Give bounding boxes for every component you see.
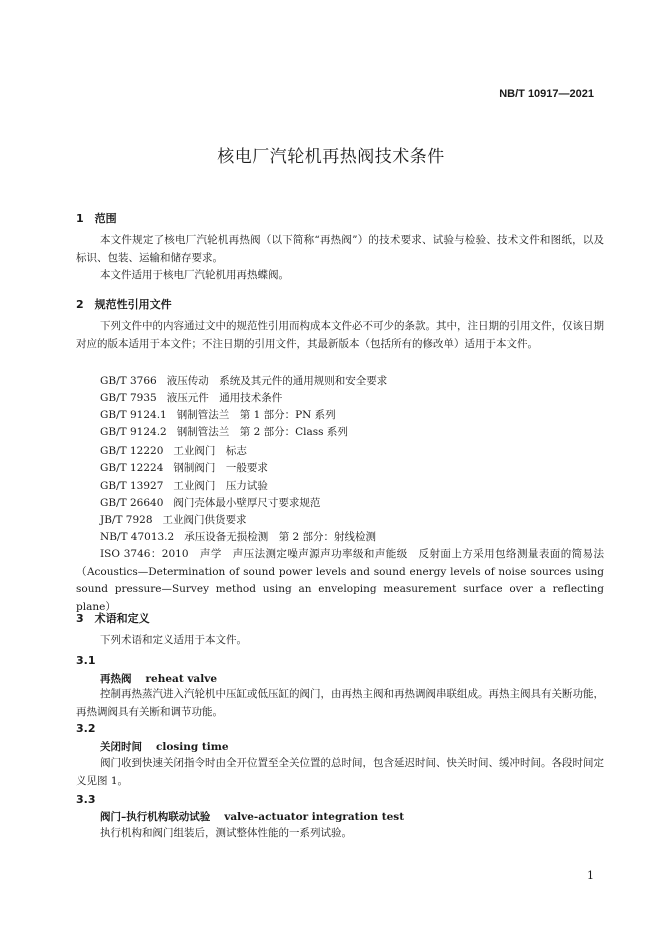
- reference-item: [100, 424, 348, 439]
- section-3-heading: 3 术语和定义: [76, 612, 150, 625]
- reference-title: 液压传动 系统及其元件的通用规则和安全要求: [166, 375, 388, 387]
- reference-code: GB/T 12224: [100, 462, 164, 474]
- reference-code: GB/T 26640: [100, 497, 164, 509]
- reference-title: 钢制管法兰 第 1 部分：PN 系列: [176, 409, 336, 421]
- reference-item: [100, 478, 268, 493]
- term-definition: 阀门收到快速关闭指令时由全开位置至全关位置的总时间，包含延迟时间、快关时间、缓冲时间。各段时间定义见图 1。: [76, 757, 604, 787]
- reference-code: NB/T 47013.2: [100, 531, 175, 543]
- document-title: 核电厂汽轮机再热阀技术条件: [217, 147, 445, 167]
- reference-item: [100, 529, 376, 544]
- term-heading: [100, 739, 229, 754]
- reference-title: 液压元件 通用技术条件: [166, 392, 283, 404]
- reference-code: JB/T 7928: [100, 514, 153, 526]
- reference-code: GB/T 12220: [100, 445, 164, 457]
- reference-title: 阀门壳体最小壁厚尺寸要求规范: [173, 497, 321, 509]
- term-number: 3.1: [76, 654, 96, 667]
- reference-code: GB/T 3766: [100, 375, 157, 387]
- term-en: reheat valve: [145, 673, 218, 685]
- reference-title: 工业阀门供货要求: [162, 514, 247, 526]
- term-number: 3.3: [76, 793, 96, 806]
- term-en: closing time: [156, 741, 229, 753]
- reference-item: [100, 443, 247, 458]
- iso-reference: ISO 3746：2010 声学 声压法测定噪声源声功率级和声能级 反射面上方采用包络测量表面的简易法（Acoustics—Determination of sound power levels and sound energy levels of noise sources using sound pressure—Survey method using an enveloping measurement surface over a reflecting plane）: [76, 548, 604, 613]
- term-zh: 阀门–执行机构联动试验: [100, 811, 211, 823]
- reference-code: GB/T 9124.2: [100, 426, 167, 438]
- section-2-intro: 下列文件中的内容通过文中的规范性引用而构成本文件必不可少的条款。其中，注日期的引用文件，仅该日期对应的版本适用于本文件；不注日期的引用文件，其最新版本（包括所有的修改单）适用于本文件。: [76, 320, 604, 350]
- reference-code: GB/T 7935: [100, 392, 157, 404]
- term-heading: [100, 809, 404, 824]
- term-zh: 关闭时间: [100, 741, 142, 753]
- page-number: 1: [587, 869, 594, 882]
- section-3-intro: 下列术语和定义适用于本文件。: [100, 634, 247, 646]
- term-en: valve-actuator integration test: [224, 811, 405, 823]
- section-1-paragraph-2: 本文件适用于核电厂汽轮机用再热蝶阀。: [100, 269, 289, 281]
- term-definition: 控制再热蒸汽进入汽轮机中压缸或低压缸的阀门，由再热主阀和再热调阀串联组成。再热主阀具有关断功能，再热调阀具有关断和调节功能。: [76, 688, 604, 718]
- term-zh: 再热阀: [100, 673, 132, 685]
- reference-item: [100, 512, 247, 527]
- reference-item: [100, 495, 320, 510]
- reference-item: [100, 390, 282, 405]
- reference-code: GB/T 13927: [100, 480, 164, 492]
- term-definition: 执行机构和阀门组装后，测试整体性能的一系列试验。: [100, 827, 352, 839]
- reference-code: GB/T 9124.1: [100, 409, 167, 421]
- reference-item: [100, 373, 387, 388]
- section-2-heading: 2 规范性引用文件: [76, 298, 172, 311]
- term-number: 3.2: [76, 722, 96, 735]
- standard-number: NB/T 10917—2021: [499, 88, 594, 100]
- section-1-paragraph-1: 本文件规定了核电厂汽轮机再热阀（以下简称“再热阀”）的技术要求、试验与检验、技术文件和图纸，以及标识、包装、运输和储存要求。: [76, 234, 604, 264]
- reference-title: 钢制管法兰 第 2 部分：Class 系列: [176, 426, 348, 438]
- reference-item: [100, 460, 268, 475]
- reference-item: [100, 407, 336, 422]
- section-1-heading: 1 范围: [76, 212, 117, 225]
- reference-title: 工业阀门 标志: [173, 445, 247, 457]
- reference-title: 承压设备无损检测 第 2 部分：射线检测: [184, 531, 377, 543]
- term-heading: [100, 671, 217, 686]
- reference-title: 钢制阀门 一般要求: [173, 462, 268, 474]
- reference-title: 工业阀门 压力试验: [173, 480, 268, 492]
